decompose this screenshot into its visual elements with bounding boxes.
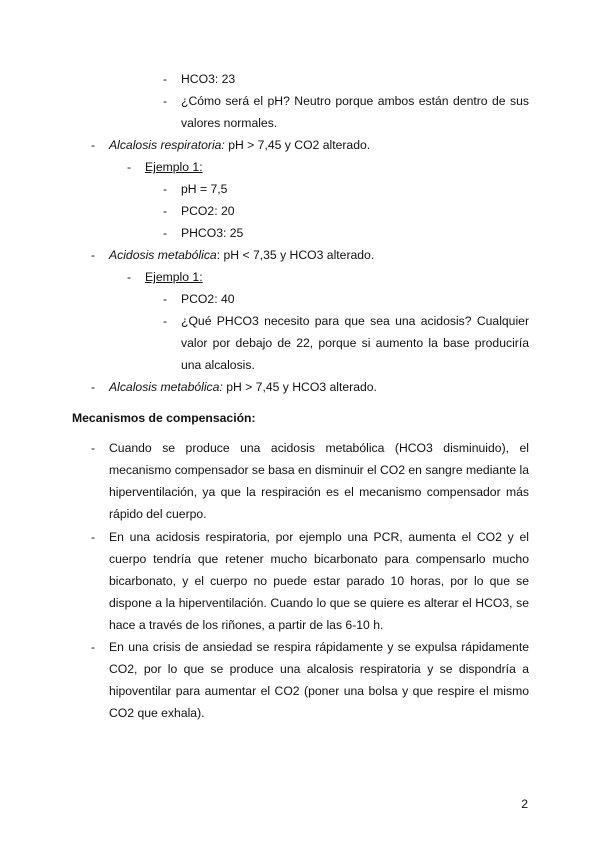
list-item-alcalosis-respiratoria (109, 134, 370, 156)
bullet-dash: - (163, 292, 168, 306)
list-item-pco2: PCO2: 40 (181, 292, 235, 306)
paragraph-3-line-4: CO2 que exhala). (109, 706, 205, 720)
bullet-dash: - (127, 160, 132, 174)
bullet-dash: - (163, 182, 168, 196)
list-item-question-line-1: ¿Qué PHCO3 necesito para que sea una acidosis? Cualquier (181, 314, 529, 328)
paragraph-1-line-2: mecanismo compensador se basa en disminuir el CO2 en sangre mediante la (109, 463, 530, 477)
list-item-acidosis-metabolica (109, 244, 374, 266)
list-item-ph: pH = 7,5 (181, 182, 228, 196)
bullet-dash: - (91, 441, 96, 455)
term-acidosis-metabolica: Acidosis metabólica (109, 248, 217, 262)
definition-text: pH > 7,45 y HCO3 alterado. (222, 380, 377, 394)
paragraph-1-line-3: hiperventilación, ya que la respiración es el mecanismo compensador más (109, 485, 529, 499)
bullet-dash: - (163, 314, 168, 328)
list-item-question-line-2: valor por debajo de 22, porque si aumento la base produciría (181, 336, 529, 350)
definition-text: : pH < 7,35 y HCO3 alterado. (216, 248, 375, 262)
paragraph-2-line-4: dispone a la hiperventilación. Cuando lo que se quiere es alterar el HCO3, se (109, 596, 529, 610)
term-alcalosis-metabolica: Alcalosis metabólica: (109, 380, 223, 394)
paragraph-1-line-1: Cuando se produce una acidosis metabólica (HCO3 disminuido), el (109, 441, 529, 455)
term-alcalosis-respiratoria: Alcalosis respiratoria: (109, 138, 225, 152)
bullet-dash: - (91, 640, 96, 654)
paragraph-3-line-3: hipoventilar para aumentar el CO2 (poner una bolsa y que respire el mismo (109, 684, 529, 698)
list-item-pco2: PCO2: 20 (181, 204, 235, 218)
page-number: 2 (521, 797, 528, 811)
paragraph-2-line-1: En una acidosis respiratoria, por ejemplo una PCR, aumenta el CO2 y el (109, 530, 529, 544)
section-heading: Mecanismos de compensación: (72, 411, 256, 425)
bullet-dash: - (163, 226, 168, 240)
paragraph-1-line-4: rápido del cuerpo. (109, 507, 207, 521)
paragraph-3-line-1: En una crisis de ansiedad se respira rápidamente y se expulsa rápidamente (109, 640, 529, 654)
definition-text: pH > 7,45 y CO2 alterado. (224, 138, 371, 152)
list-item-phco3: PHCO3: 25 (181, 226, 244, 240)
list-item-question-line-2: valores normales. (181, 116, 278, 130)
bullet-dash: - (91, 248, 96, 262)
bullet-dash: - (91, 138, 96, 152)
list-item-alcalosis-metabolica (109, 376, 377, 398)
paragraph-3-line-2: CO2, por lo que se produce una alcalosis respiratoria y se dispondría a (109, 662, 529, 676)
bullet-dash: - (163, 94, 168, 108)
list-item-question-line-3: una alcalosis. (181, 358, 255, 372)
paragraph-2-line-2: cuerpo tendría que retener mucho bicarbonato para compensarlo mucho (109, 552, 529, 566)
paragraph-2-line-5: hace a través de los riñones, a partir de las 6-10 h. (109, 618, 384, 632)
bullet-dash: - (163, 204, 168, 218)
bullet-dash: - (127, 270, 132, 284)
list-item-hco3: HCO3: 23 (181, 72, 236, 86)
bullet-dash: - (91, 380, 96, 394)
bullet-dash: - (91, 530, 96, 544)
example-heading: Ejemplo 1: (145, 270, 203, 284)
paragraph-2-line-3: bicarbonato, y el cuerpo no puede estar parado 10 horas, por lo que se (109, 574, 529, 588)
example-heading: Ejemplo 1: (145, 160, 203, 174)
list-item-question-line-1: ¿Cómo será el pH? Neutro porque ambos están dentro de sus (181, 94, 529, 108)
bullet-dash: - (163, 72, 168, 86)
